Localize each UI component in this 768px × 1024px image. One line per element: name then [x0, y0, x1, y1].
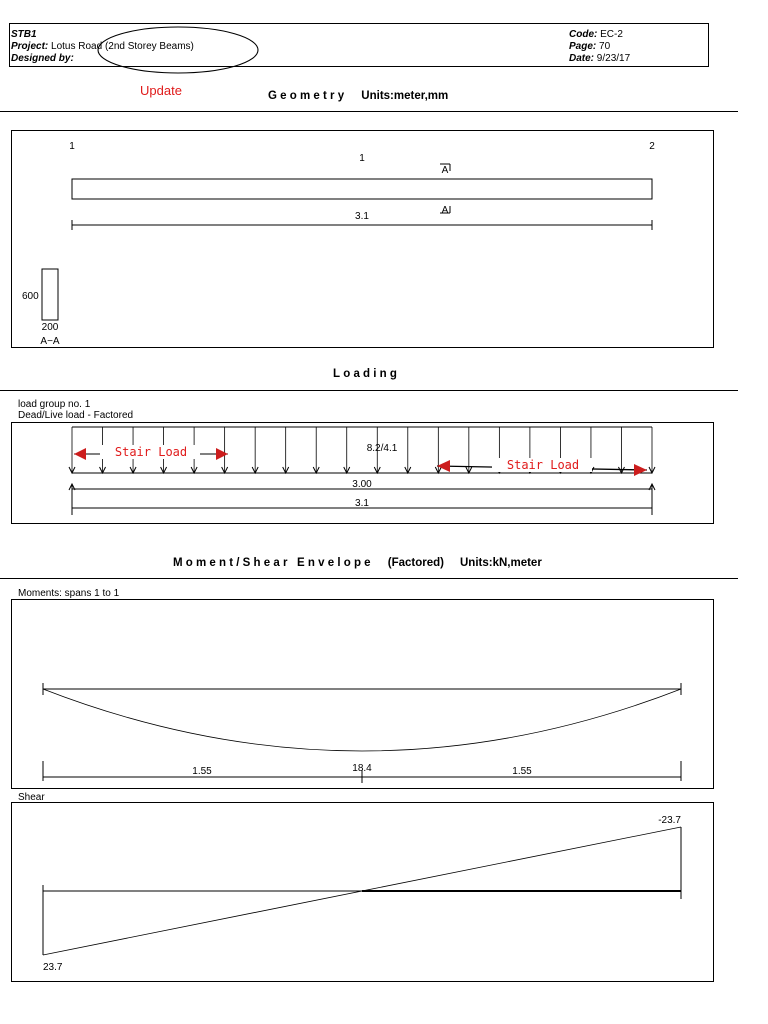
stair-load-annotation-left	[74, 445, 228, 460]
udl-length: 3.00	[352, 479, 372, 490]
moments-label: Moments: spans 1 to 1	[18, 588, 120, 599]
load-type-label: Dead/Live load - Factored	[18, 410, 134, 421]
project-highlight-ellipse	[95, 24, 265, 80]
page-line: Page: 70	[569, 41, 611, 52]
date-line: Date: 9/23/17	[569, 53, 631, 64]
stair-load-label-right: Stair Load	[506, 458, 580, 472]
span-number: 1	[359, 153, 365, 164]
shear-panel	[11, 802, 714, 982]
code-line: Code: EC-2	[569, 29, 623, 40]
divider	[0, 111, 738, 112]
section-mark-top: A	[441, 165, 449, 176]
geometry-title: Geometry Units:meter,mm	[268, 90, 449, 102]
section-width: 200	[41, 322, 59, 333]
section-name: A−A	[40, 336, 60, 347]
geometry-panel	[11, 130, 714, 348]
moment-curve	[43, 689, 681, 751]
project-line: Project: Lotus Road (2nd Storey Beams)	[11, 41, 194, 52]
stair-load-label-left: Stair Load	[114, 445, 188, 459]
beam-outline	[72, 179, 652, 199]
load-group-label: load group no. 1	[18, 399, 91, 410]
shear-label: Shear	[18, 792, 45, 803]
loading-panel	[11, 422, 714, 524]
support-label-left: 1	[69, 141, 75, 152]
section-height: 600	[22, 291, 39, 302]
span-length: 3.1	[355, 211, 369, 222]
beam-geometry-drawing	[12, 131, 715, 349]
loading-title: Loading	[333, 368, 401, 380]
support-label-right: 2	[649, 141, 655, 152]
moment-panel	[11, 599, 714, 789]
cross-section-rect	[42, 269, 58, 320]
section-mark-bottom: A	[441, 205, 449, 216]
envelope-title: Moment/Shear Envelope (Factored) Units:kN,meter	[173, 557, 542, 569]
moment-right-dim: 1.55	[512, 766, 532, 777]
moment-diagram	[12, 600, 715, 790]
designed-line: Designed by:	[11, 53, 74, 64]
divider	[0, 390, 738, 391]
divider	[0, 578, 738, 579]
shear-right-value: -23.7	[658, 815, 681, 826]
code-name: STB1	[11, 29, 37, 40]
span-length-text: 3.1	[355, 498, 369, 509]
load-diagram	[12, 423, 715, 525]
shear-left-value: 23.7	[43, 962, 63, 973]
project-value: Lotus Road (2nd Storey Beams)	[51, 41, 194, 52]
moment-left-dim: 1.55	[192, 766, 212, 777]
shear-diagram	[12, 803, 715, 983]
update-annotation: Update	[140, 83, 182, 98]
udl-value: 8.2/4.1	[366, 443, 398, 454]
moment-max-value: 18.4	[352, 763, 372, 774]
